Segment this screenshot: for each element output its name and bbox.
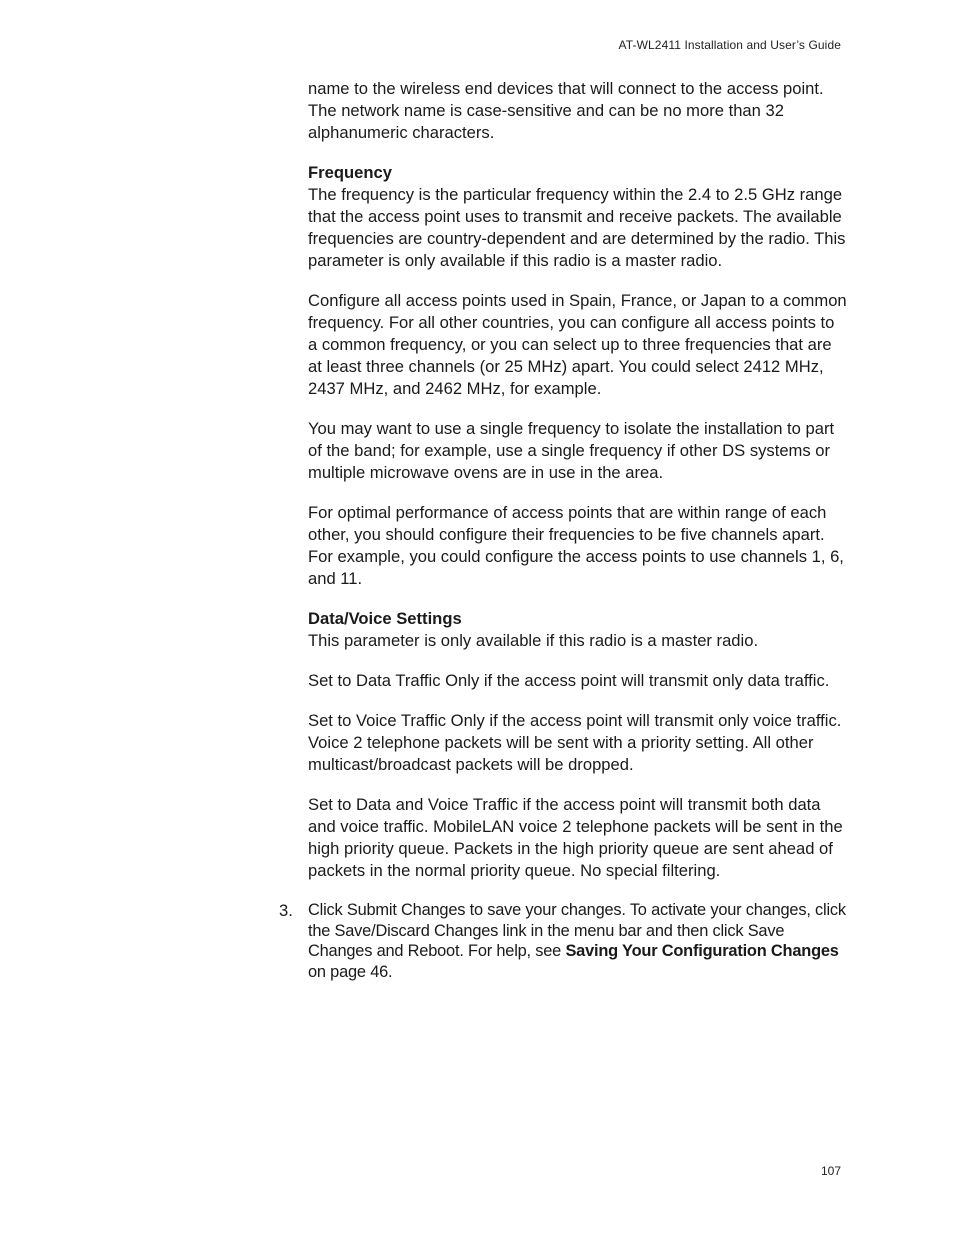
step-number: 3.: [279, 901, 293, 920]
frequency-paragraph: Configure all access points used in Spain, France, or Japan to a common frequency. For all other countries, you can configure all access points to a common frequency, or you can select up to three frequencies that are at least three channels (or 25 MHz) apart. You could select 2412 MHz, 2437 MHz, and 2462 MHz, for example.: [308, 291, 847, 398]
frequency-paragraph: For optimal performance of access points that are within range of each other, you should configure their frequencies to be five channels apart. For example, you could configure the access points to use channels 1, 6, and 11.: [308, 503, 844, 588]
data-voice-paragraph: Set to Data Traffic Only if the access point will transmit only data traffic.: [308, 671, 830, 690]
frequency-paragraph: You may want to use a single frequency to isolate the installation to part of the band; for example, use a single frequency if other DS systems or multiple microwave ovens are in use in the area.: [308, 419, 835, 482]
frequency-paragraph: The frequency is the particular frequency within the 2.4 to 2.5 GHz range that the access point uses to transmit and receive packets. The available frequencies are country-dependent and are determined by the radio. This parameter is only available if this radio is a master radio.: [308, 185, 846, 270]
data-voice-paragraph: This parameter is only available if this radio is a master radio.: [308, 631, 759, 650]
data-voice-paragraph: Set to Voice Traffic Only if the access point will transmit only voice traffic. Voice 2 telephone packets will be sent with a priority setting. All other multicast/broadcast packets will be dropped.: [308, 711, 842, 774]
data-voice-heading: Data/Voice Settings: [308, 609, 462, 628]
page-body: [279, 78, 848, 982]
step-3-text: [308, 900, 848, 982]
data-voice-paragraph: Set to Data and Voice Traffic if the access point will transmit both data and voice traffic. MobileLAN voice 2 telephone packets will be sent in the high priority queue. Packets in the high priority queue are sent ahead of packets in the normal priority queue. No special filtering.: [308, 795, 843, 880]
cross-reference-link[interactable]: Saving Your Configuration Changes: [565, 942, 839, 960]
step-3-text-after: on page 46.: [308, 962, 393, 981]
frequency-heading: Frequency: [308, 163, 392, 182]
page-number: 107: [820, 1164, 841, 1178]
step-3: [279, 900, 848, 982]
running-header: AT-WL2411 Installation and User’s Guide: [618, 38, 841, 52]
step-3-text-before: Click Submit Changes to save your changes. To activate your changes, click the Save/Discard Changes link in the menu bar and then click Save Changes and Reboot. For help, see: [308, 901, 846, 960]
intro-paragraph: name to the wireless end devices that will connect to the access point. The network name is case-sensitive and can be no more than 32 alphanumeric characters.: [308, 79, 824, 142]
